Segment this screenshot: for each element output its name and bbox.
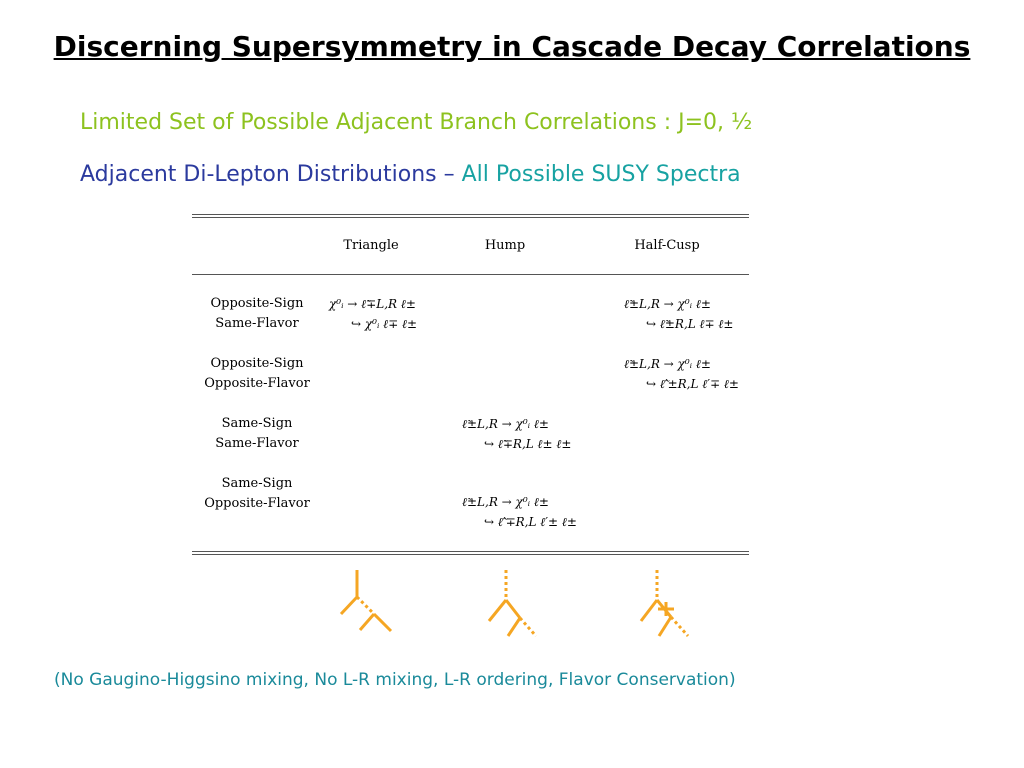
column-header-hump: Hump bbox=[484, 238, 526, 253]
bottom-rule bbox=[192, 551, 749, 552]
half-cusp-diagram-icon bbox=[641, 570, 688, 636]
row-label-line: Same-Sign bbox=[221, 476, 293, 491]
distributions-label: Adjacent Di-Lepton Distributions bbox=[80, 162, 437, 187]
page-title: Discerning Supersymmetry in Cascade Decay Correlations bbox=[53, 30, 971, 63]
row-label-ss-of bbox=[192, 474, 322, 514]
hump-diagram-icon bbox=[489, 570, 536, 636]
decay-chain-hump-ss-of bbox=[462, 492, 577, 532]
header-rule bbox=[192, 274, 749, 275]
dash-separator: – bbox=[436, 162, 462, 187]
bottom-rule-2 bbox=[192, 554, 749, 555]
row-label-line: Same-Sign bbox=[221, 416, 293, 431]
triangle-diagram-icon bbox=[341, 570, 391, 631]
footer-assumptions: (No Gaugino-Higgsino mixing, No L-R mixing, L-R ordering, Flavor Conservation) bbox=[54, 670, 736, 690]
decay-step: χ⁰ᵢ → ℓ̃∓L,R ℓ± bbox=[329, 297, 416, 311]
column-header-triangle: Triangle bbox=[343, 238, 399, 253]
row-label-line: Opposite-Flavor bbox=[204, 376, 310, 391]
row-label-line: Same-Flavor bbox=[215, 436, 299, 451]
decay-step: ℓ̃±L,R → χ⁰ᵢ ℓ± bbox=[462, 495, 549, 509]
column-header-half-cusp: Half-Cusp bbox=[634, 238, 700, 253]
decay-chain-halfcusp-os-of bbox=[624, 354, 739, 394]
correlation-table bbox=[192, 212, 749, 557]
decay-step: ↪ ℓ̃∓R,L ℓ± ℓ± bbox=[484, 437, 572, 451]
row-label-line: Same-Flavor bbox=[215, 316, 299, 331]
decay-step: ↪ χ⁰ᵢ ℓ∓ ℓ± bbox=[351, 317, 418, 331]
row-label-ss-sf bbox=[192, 414, 322, 454]
decay-chain-hump-ss-sf bbox=[462, 414, 571, 454]
decay-step: ℓ̃±L,R → χ⁰ᵢ ℓ± bbox=[624, 357, 711, 371]
decay-step: ↪ ℓ̃′±R,L ℓ′∓ ℓ± bbox=[646, 377, 739, 391]
decay-step: ↪ ℓ̃′∓R,L ℓ′± ℓ± bbox=[484, 515, 577, 529]
decay-chain-halfcusp-os-sf bbox=[624, 294, 733, 334]
row-label-os-sf bbox=[192, 294, 322, 334]
row-label-os-of bbox=[192, 354, 322, 394]
top-rule bbox=[192, 214, 749, 215]
row-label-line: Opposite-Sign bbox=[210, 296, 304, 311]
subtitle-distributions bbox=[80, 162, 741, 187]
decay-chain-triangle-os-sf bbox=[329, 294, 417, 334]
susy-spectra-label: All Possible SUSY Spectra bbox=[461, 162, 741, 187]
top-rule-2 bbox=[192, 217, 749, 218]
subtitle-correlations: Limited Set of Possible Adjacent Branch Correlations : J=0, ½ bbox=[80, 110, 753, 135]
decay-step: ↪ ℓ̃±R,L ℓ∓ ℓ± bbox=[646, 317, 734, 331]
row-label-line: Opposite-Sign bbox=[210, 356, 304, 371]
decay-step: ℓ̃±L,R → χ⁰ᵢ ℓ± bbox=[624, 297, 711, 311]
decay-step: ℓ̃±L,R → χ⁰ᵢ ℓ± bbox=[462, 417, 549, 431]
row-label-line: Opposite-Flavor bbox=[204, 496, 310, 511]
